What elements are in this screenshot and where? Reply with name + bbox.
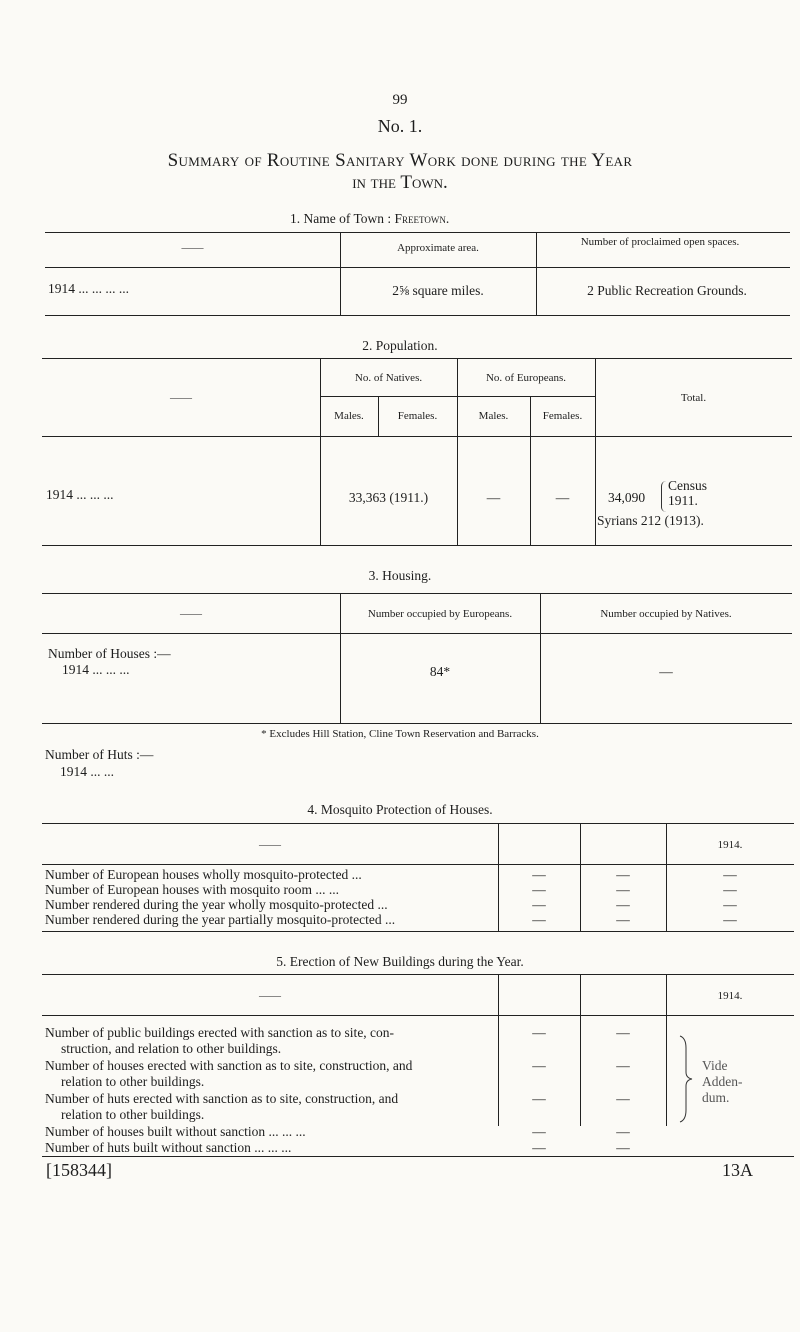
section2-heading: 2. Population. [362,338,438,353]
table4-stub-dash: —— [259,839,281,851]
table3-header-rule [42,633,792,634]
buildings-row-line1: Number of houses erected with sanction as to site, construction, and [45,1058,413,1073]
section4-heading: 4. Mosquito Protection of Houses. [307,802,493,817]
table1-header-rule [45,267,790,268]
area-value: 2⅝ square miles. [392,283,484,298]
buildings-row-line1: Number of huts erected with sanction as to site, construction, and [45,1091,399,1106]
mosquito-cell: — [723,912,737,927]
table1-top-rule [45,232,790,233]
mosquito-cell: — [532,882,546,897]
census-year: 1911. [668,493,698,508]
buildings-cell: — [616,1124,630,1139]
table4-header-rule [42,864,794,865]
table2-subheader-rule [320,396,595,397]
table5-top-rule [42,974,794,975]
mosquito-cell: — [532,897,546,912]
buildings-cell: — [532,1058,546,1073]
table1-divider [536,232,537,315]
census-label [668,478,707,508]
footer-signature: 13A [722,1160,753,1180]
col-europeans: No. of Europeans. [485,372,567,384]
col-eu-males: Males. [478,410,509,422]
col-approx-area: Approximate area. [397,242,479,254]
table2-bottom-rule [42,545,792,546]
houses-row-year: 1914 ... ... ... [62,662,130,677]
buildings-cell: — [616,1091,630,1106]
table1-stub-dash: —— [181,242,204,254]
vide-addendum [702,1058,743,1106]
mosquito-cell: — [723,867,737,882]
total-value: 34,090 [608,490,646,505]
mosquito-cell: — [616,882,630,897]
mosquito-cell: — [532,867,546,882]
table4-top-rule [42,823,794,824]
table2-divider [320,358,321,545]
vide-line3: dum. [702,1090,730,1105]
census-brace [661,481,666,512]
col-native-females: Females. [397,410,438,422]
col-occupied-europeans: Number occupied by Europeans. [367,608,513,620]
section1-heading [290,211,449,227]
houses-label: Number of Houses :— [48,646,171,661]
table2-row-year: 1914 ... ... ... [46,487,114,502]
buildings-row-line2: struction, and relation to other buildings. [61,1041,282,1056]
col-eu-females: Females. [542,410,583,422]
table1-bottom-rule [45,315,790,316]
buildings-cell: — [616,1025,630,1040]
eu-males-value: — [486,490,501,505]
table5-bottom-rule [42,1156,794,1157]
table4-bottom-rule [42,931,794,932]
mosquito-cell: — [616,912,630,927]
buildings-row-line1: Number of public buildings erected with sanction as to site, con- [45,1025,395,1040]
buildings-cell: — [532,1091,546,1106]
mosquito-row-label: Number of European houses wholly mosquito-protected ... [45,867,362,882]
col-native-males: Males. [334,410,364,422]
table5-header-rule [42,1015,794,1016]
table2-divider [457,358,458,545]
col-year-1914: 1914. [717,839,743,851]
page-title-line2: in the Town. [352,172,448,193]
vide-line2: Adden- [702,1074,743,1089]
buildings-cell: — [532,1140,546,1155]
table3-top-rule [42,593,792,594]
mosquito-cell: — [616,897,630,912]
mosquito-row-label: Number rendered during the year wholly mosquito-protected ... [45,897,388,912]
vide-line1: Vide [702,1058,728,1073]
open-spaces-value: 2 Public Recreation Grounds. [587,283,747,298]
col-total: Total. [680,392,707,404]
table2-header-rule [42,436,792,437]
table1-row-year: 1914 ... ... ... ... [48,281,129,296]
page-number: 99 [392,92,408,108]
houses-eu-value: 84* [429,664,451,679]
syrians-value: Syrians 212 (1913). [597,513,704,528]
section3-heading: 3. Housing. [368,568,432,583]
housing-footnote: * Excludes Hill Station, Cline Town Reservation and Barracks. [261,728,539,740]
buildings-cell: — [532,1124,546,1139]
section5-heading: 5. Erection of New Buildings during the Year. [276,954,524,969]
buildings-row-line1: Number of huts built without sanction ... ... ... [45,1140,292,1155]
table2-stub-dash: —— [170,392,192,404]
mosquito-cell: — [616,867,630,882]
huts-label: Number of Huts :— [45,747,154,762]
natives-value: 33,363 (1911.) [348,490,429,505]
page-title-line1: Summary of Routine Sanitary Work done during the Year [167,150,633,171]
col-open-spaces: Number of proclaimed open spaces. [580,236,740,248]
table3-stub-dash: —— [180,608,202,620]
buildings-row-line2: relation to other buildings. [61,1107,205,1122]
footer-print-code: [158344] [46,1160,112,1180]
col-occupied-natives: Number occupied by Natives. [600,608,732,620]
mosquito-cell: — [723,882,737,897]
table-number: No. 1. [377,116,423,136]
mosquito-row-label: Number of European houses with mosquito room ... ... [45,882,339,897]
buildings-cell: — [532,1025,546,1040]
section1-heading-text: 1. Name of Town : [290,211,392,226]
table2-top-rule [42,358,792,359]
buildings-cell: — [616,1058,630,1073]
houses-nat-value: — [659,664,673,679]
mosquito-cell: — [723,897,737,912]
town-name: Freetown. [394,211,450,226]
mosquito-cell: — [532,912,546,927]
huts-row-year: 1914 ... ... [60,764,114,779]
table3-bottom-rule [42,723,792,724]
mosquito-row-label: Number rendered during the year partially mosquito-protected ... [45,912,396,927]
buildings-cell: — [616,1140,630,1155]
buildings-row-line2: relation to other buildings. [61,1074,205,1089]
census-label-text: Census [668,478,708,493]
eu-females-value: — [555,490,570,505]
col-natives: No. of Natives. [354,372,423,384]
buildings-row-line1: Number of houses built without sanction ... ... ... [45,1124,306,1139]
table2-divider [595,358,596,545]
table5-stub-dash: —— [259,990,281,1002]
col-year-1914: 1914. [717,990,743,1002]
addendum-brace [676,1034,696,1124]
